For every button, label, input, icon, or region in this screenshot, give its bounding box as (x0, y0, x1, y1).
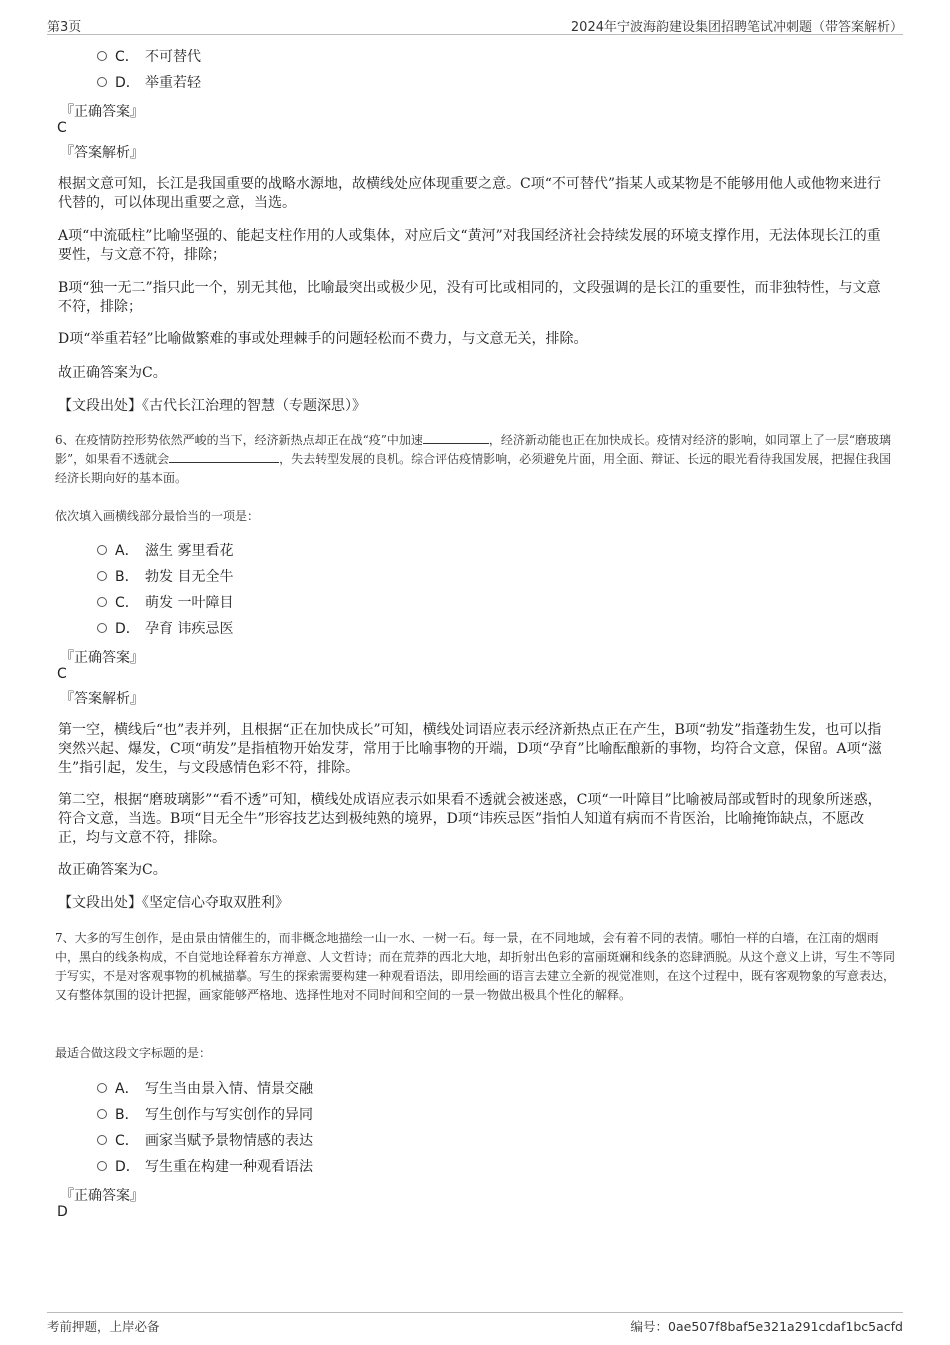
q7-stem: 7、大多的写生创作，是由景由情催生的，而非概念地描绘一山一水、一树一石。每一景，在不同地域，会有着不同的表情。哪怕一样的白墙，在江南的烟雨中，黑白的线条构成，不自觉地诠释着东方禅意、人文哲诗；而在荒莽的西北大地，却折射出色彩的富丽斑斓和线条的恣肆洒脱。从这个意义上讲，写生不等同于写实，不是对客观事物的机械描摹。写生的探索需要构建一种观看语法，即用绘画的语言去建立全新的视觉准则，在这个过程中，既有客观物象的写意表达，又有整体氛围的设计把握，画家能够严格地、选择性地对不同时间和空间的一景一物做出极具个性化的解释。 (55, 931, 896, 1002)
q5-analysis-paragraph: 根据文意可知，长江是我国重要的战略水源地，故横线处应体现重要之意。C项“不可替代”指某人或某物是不能够用他人或他物来进行代替的，可以体现出重要之意，当选。 (58, 176, 882, 211)
radio-icon[interactable] (97, 545, 107, 555)
q6-stem: 6、在疫情防控形势依然严峻的当下，经济新热点却正在战“疫”中加速 ，经济新动能也正在加快成长。疫情对经济的影响，如同罩上了一层“磨玻璃影”，如果看不透就会 ，失去转型发展的良机。综合评估疫情影响，必须避免片面，用全面、辩证、长远的眼光看待我国发展，把握住我国经济长期向好的基本面。 (55, 433, 892, 485)
radio-icon[interactable] (97, 1109, 107, 1119)
q6-answer-label: 『正确答案』 (60, 650, 144, 666)
document-id: 编号：0ae507f8baf5e321a291cdaf1bc5acfd (630, 1319, 903, 1334)
q6-conclusion: 故正确答案为C。 (58, 862, 167, 878)
q5-source: 【文段出处】《古代长江治理的智慧（专题深思）》 (58, 398, 366, 414)
radio-icon[interactable] (97, 1135, 107, 1145)
page-footer (47, 1312, 903, 1335)
q6-analysis-paragraph: 第二空，根据“磨玻璃影”“看不透”可知，横线处成语应表示如果看不透就会被迷惑，C项“一叶障目”比喻被局部或暂时的现象所迷惑，符合文意，当选。B项“目无全牛”形容技艺达到极纯熟的境界，D项“讳疾忌医”指怕人知道有病而不肯医治，比喻掩饰缺点，不愿改正，均与文意不符，排除。 (58, 792, 882, 846)
q6-option-c[interactable]: C． 萌发 一叶障目 (97, 593, 233, 613)
q7-answer-label: 『正确答案』 (60, 1188, 144, 1204)
page-number: 第3页 (47, 20, 82, 35)
q5-analysis-paragraph: D项“举重若轻”比喻做繁难的事或处理棘手的问题轻松而不费力，与文意无关，排除。 (58, 331, 588, 347)
footer-slogan: 考前押题，上岸必备 (47, 1319, 160, 1334)
q7-prompt: 最适合做这段文字标题的是： (55, 1046, 212, 1060)
q5-option-c[interactable]: C． 不可替代 (97, 47, 201, 67)
radio-icon[interactable] (97, 623, 107, 633)
fill-blank (169, 450, 279, 463)
radio-icon[interactable] (97, 571, 107, 581)
q7-option-a[interactable]: A． 写生当由景入情、情景交融 (97, 1079, 313, 1099)
radio-icon[interactable] (97, 1161, 107, 1171)
radio-icon[interactable] (97, 77, 107, 87)
q6-analysis-paragraph: 第一空，横线后“也”表并列，且根据“正在加快成长”可知，横线处词语应表示经济新热点正在产生，B项“勃发”指蓬勃生发，也可以指突然兴起、爆发，C项“萌发”是指植物开始发芽，常用于比喻事物的开端，D项“孕育”比喻酝酿新的事物，均符合文意，保留。A项“滋生”指引起，发生，与文段感情色彩不符，排除。 (58, 722, 882, 776)
fill-blank (423, 431, 489, 444)
q5-conclusion: 故正确答案为C。 (58, 365, 167, 381)
q6-prompt: 依次填入画横线部分最恰当的一项是： (55, 509, 260, 523)
q7-answer: D (57, 1204, 68, 1220)
q7-option-b[interactable]: B． 写生创作与写实创作的异同 (97, 1105, 313, 1125)
q5-option-d[interactable]: D． 举重若轻 (97, 73, 201, 93)
q6-option-a[interactable]: A． 滋生 雾里看花 (97, 541, 233, 561)
radio-icon[interactable] (97, 51, 107, 61)
radio-icon[interactable] (97, 597, 107, 607)
q6-analysis-label: 『答案解析』 (60, 691, 144, 707)
q7-option-d[interactable]: D． 写生重在构建一种观看语法 (97, 1157, 313, 1177)
document-title: 2024年宁波海韵建设集团招聘笔试冲刺题（带答案解析） (570, 20, 903, 35)
q6-source: 【文段出处】《坚定信心夺取双胜利》 (58, 895, 289, 911)
q6-option-d[interactable]: D． 孕育 讳疾忌医 (97, 619, 233, 639)
q6-answer: C (57, 666, 67, 682)
q5-analysis-paragraph: B项“独一无二”指只此一个，别无其他，比喻最突出或极少见，没有可比或相同的，文段强调的是长江的重要性，而非独特性，与文意不符，排除； (58, 280, 881, 315)
q6-option-b[interactable]: B． 勃发 目无全牛 (97, 567, 233, 587)
q5-answer: C (57, 120, 67, 136)
radio-icon[interactable] (97, 1083, 107, 1093)
q5-analysis-paragraph: A项“中流砥柱”比喻坚强的、能起支柱作用的人或集体，对应后文“黄河”对我国经济社会持续发展的环境支撑作用，无法体现长江的重要性，与文意不符，排除； (58, 228, 881, 263)
q5-analysis-label: 『答案解析』 (60, 145, 144, 161)
page-header (47, 14, 903, 35)
q7-option-c[interactable]: C． 画家当赋予景物情感的表达 (97, 1131, 313, 1151)
q5-answer-label: 『正确答案』 (60, 104, 144, 120)
